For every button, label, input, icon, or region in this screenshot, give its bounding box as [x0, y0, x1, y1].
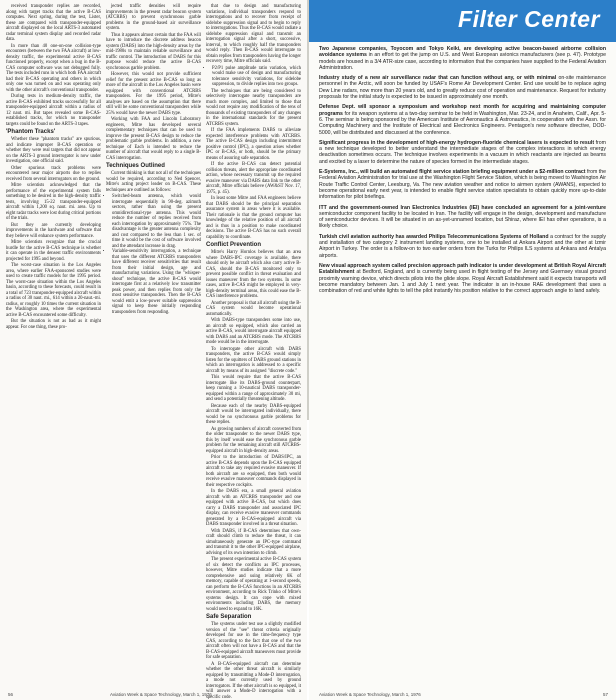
item-body: for its weapon systems at a two-day seminar to be held in Washington, Mar. 23-24, and in Anaheim, Calif., Apr. 5-6. The seminar is being sponsored by the American Institute of Aeronautics & Astronautics, in cooperation with the Assn. for Computing Machinery and the Institute of Electrical and Electronics Engineers. Pentagon's new software directive, DOD-5000, will be distributed and discussed at the conference. — [319, 111, 606, 136]
paragraph: As growing numbers of aircraft converted from the older transponder to the newer DABS type, this by itself would ease the synchronous garble problem for the remaining aircraft still ATCRBS-equipped aircraft in high-density areas. — [206, 427, 301, 455]
filter-center-item — [319, 205, 606, 230]
item-body: from a new technique developed to better understand the intermediate stages of the complex interactions in which energy deactivation sometimes occurs. The technique involves experiments in a vacuum in which reactants are injected as beams and excited by a laser to determine the nature of species formed in the intermediate stages. — [319, 140, 606, 165]
paragraph: In least some Mitre and FAA engineers believe that DABS should be the principal separation assurance system in areas where it is available. Their rationale is that the ground computer has knowledge of the relative position of all aircraft and is thus in a position to make coordinated decisions. The active B-CAS has no such overall capability to coordinate. — [206, 196, 301, 240]
bullet-item: • P2/P1 pulse amplitude ratio variation, which would make use of design and manufacturing tolerance sensitivity variations, for sidelobe suppression, to divide replies into two groups. — [212, 66, 301, 88]
paragraph: received transponder replies are recorded, along with target tracks that the active B-CAS computes. Next spring, during the test, Lister, these are compared with transponder-equipped aircraft displayed on the local ARTS-3 automated radar terminal system display and recorded radar data. — [6, 4, 101, 43]
paragraph: The systems under test use a slightly modified version of the "see" threat criteria originally developed for use in the time-frequency type CAS, according to the fact that one of the two aircraft often will not have a B-CAS and that the B-CAS-equipped aircraft maneuvers must provide for safe separation. — [206, 622, 301, 661]
paragraph: Thus it appears almost certain that the FAA will have to introduce the discrete address beacon system (DABS) into the high-density areas by the mid-1980s to maintain reliable surveillance and traffic control. The introduction of DABS for this purpose would reduce the active B-CAS synchronous garble problem. — [106, 33, 201, 72]
paragraph: During tests in medium-density traffic, the active B-CAS exhibited tracks successfully for all transponder-equipped aircraft within a radius of 12 naut. mi. But tapes revealed some B-CAS-established tracks, for which no transponder targets could be found on the ARTS-3 tapes. — [6, 94, 101, 127]
item-lead: ITT and the government-owned Iran Electronics Industries (IEI) have concluded an agreement for a joint-venture — [319, 205, 606, 211]
filter-center-item — [319, 75, 606, 100]
paragraph: To interrogate other aircraft with DABS transponders, the active B-CAS would simply listen for the squitters of DABS ground stations in which an interrogation is addressed to a specific aircraft by means of its assigned "discrete code." — [206, 347, 301, 375]
right-page-number: 57 — [603, 692, 608, 697]
paragraph: Because each of the nearby DABS-equipped aircraft would be interrogated individually, there would be no synchronous garble problems for these replies. — [206, 404, 301, 426]
paragraph: Other spurious track problems were encountered near major airports due to replies received from several interrogators on the ground. — [6, 166, 101, 183]
bullet-item: • Switched-beam antenna, which would interrogate sequentially in 90-deg. azimuth sectors, rather than using the present omnidirectional-type antenna. This would reduce the number of replies received from each interrogation by approximately 75%. The disadvantage is the greater antenna complexity and cost compared to the less than 1 sec. of time it would be the cost of software involved and the attendant increase in drag. — [112, 194, 201, 249]
filter-center-item — [319, 46, 606, 71]
item-lead: Turkish civil aviation authority has awarded Philips Telecommunications Systems of Holland — [319, 234, 549, 240]
item-body: semiconductor component facility to be located in Iran. The facility will engage in the design, development and manufacture of semiconductor devices. It will be situated in an as-yet-unnamed location, but Shiraz, where IEI has other operations, is a likely choice. — [319, 211, 606, 230]
section-heading: Safe Separation — [206, 614, 301, 621]
paragraph: In the DABS era, a small general aviation aircraft with an ATCRBS transponder and one equipped with active B-CAS, but which does carry a DABS transponder and associated IPC display, can receive evasive maneuver commands generated by a B-CAS-equipped aircraft via DABS transponder involved in a threat situation. — [206, 489, 301, 528]
item-body: from the Federal Aviation Administration for trial use at the Washington Flight Service Station, which is being moved to Washington Air Route Traffic Control Center, Leesburg, Va. The new aviation weather and notice to airmen system (AWANS), expected to become operational early next year, is intended to enable flight service station specialists to obtain quickly more up-to-date information for pilot briefings. — [319, 169, 606, 200]
left-column-3 — [206, 4, 301, 680]
paragraph: But the situation is not as bad as it might appear. For one thing, these pro- — [6, 319, 101, 330]
left-column-2 — [106, 4, 201, 680]
item-lead: E-Systems, Inc., will build an automated flight service station briefing equipment under a $2-million contract — [319, 169, 586, 175]
item-lead: New visual approach system called precision approach path indicator is under development at British Royal Aircraft Establishment — [319, 263, 606, 275]
item-lead: Two Japanese companies, Toyocom and Tokyo Keiki, are developing active beacon-based airborne collision avoidance systems — [319, 46, 606, 58]
filter-center-item — [319, 104, 606, 135]
paragraph: The worst-case situation is the Los Angeles area, where earlier FAA-sponsored studies were used to create traffic models for the 1995 period. The worst-case situation within the Los Angeles basin, according to these forecasts, could result in a total of 723 transponder-equipped aircraft within a radius of 30 naut. mi., 614 within a 20-naut.-mi. radius, or roughly 10 times the current situation in the Washington area, where the experimental active B-CAS encountered some difficulty. — [6, 263, 101, 318]
paragraph: If the active B-CAS can detect potential collision threats, alert the appropriate coordinated action, whose necessary transmit up the required evasive maneuver via DABS data link to the other aircraft, Mitre officials believe (AW&ST Nov. 17, 1975, p. 45). — [206, 162, 301, 195]
item-body: at Bedford, England, and is currently being used in flight testing of the Jersey and Guernsey visual ground proximity warning device, which directs pilots into the glide slope. Royal Aircraft Establishment said it expects transports will become mandatory between Jan. 1 and July 1 next year. The indicator is an in-house RAE development that uses a combination of red and white lights to tell the pilot instantly his position relative to the correct approach angle to land safely. — [319, 269, 606, 294]
paragraph: The present experimental active B-CAS system of six detect the conflicts as IPC processes, however, Mitre studies indicate that a more comprehensive and using relatively 6K of memory, capable of operating at 1-second speeds, can perform the B-CAS functions in an ATCRBS environment, according to Rick Trinko of Mitre's systems design. It can cope with mixed environments including DABS, the memory would need to expand to 16K. — [206, 557, 301, 612]
paragraph: jected traffic densities will require improvements in the present radar beacon system (ATCRBS) to prevent synchronous garble problems in the ground-based air surveillance system. — [106, 4, 201, 32]
paragraph: Another proposal is that all aircraft using the B-CAS system would become operational automatically. — [206, 301, 301, 318]
left-page-number: 56 — [8, 692, 13, 697]
item-lead: Industry study of a new air surveillance radar that can function without any, or with minimal — [319, 75, 556, 81]
filter-center-item — [319, 234, 606, 259]
filter-center-item — [319, 140, 606, 165]
right-page — [309, 0, 616, 700]
left-page-publication: Aviation Week & Space Technology, March 1, 1976 — [110, 692, 212, 697]
left-page — [0, 0, 307, 700]
bullet-list — [206, 66, 301, 88]
item-lead: Defense Dept. will sponsor a symposium and workshop next month for acquiring and maintaining computer programs — [319, 104, 606, 116]
paragraph: Prior to the introduction of DABS/IPC, an active B-CAS depends upon the B-CAS equipped aircraft to take any required evasive maneuver. If both aircraft are so equipped, then both would receive evasive maneuver commands displayed in their respective cockpits. — [206, 455, 301, 488]
item-body: in an effort to get the jump on U.S. and West European avionics manufacturers (see p. 47). Prototype models are housed in a 3/4 ATR-size case, according to information that the companies have supplied to the Federal Aviation Administration. — [319, 52, 606, 71]
paragraph: However, this would not provide sufficient relief for the present active B-CAS so long as more of the aircraft in the Los Angeles basin were equipped with conventional ATCRBS transponders. For the 1995 period, Mitre's analyses are based on the assumption that there still will be some conventional transponders while 25% would have the newer DABS type. — [106, 72, 201, 116]
paragraph: Working with FAA and Lincoln Laboratory engineers, Mitre has developed several complementary techniques that can be used to improve the present B-CAS design to reduce the problematic garble problems. In addition, a new technique of Each is intended to reduce the number of aircraft that would reply to a single B-CAS interrogation. — [106, 117, 201, 161]
paragraph: With DABS-type transponders some into use, an aircraft so equipped, which also carried an active B-CAS, would interrogate aircraft equipped with DABS and an ATCRBS mode. The ATCRBS mode would be in the interrogate. — [206, 318, 301, 346]
filter-center-item — [319, 169, 606, 200]
item-body: on-site maintenance personnel in the Arctic, will soon be funded by USAF's Rome Air Development Center. End use would be to replace aging Dew Line radars, now more than 20 years old, and to greatly reduce cost of operation and maintenance. Request for industry proposals for the initial study is expected to be issued in approximately one month. — [319, 75, 606, 100]
right-page-publication: Aviation Week & Space Technology, March 1, 1976 — [319, 692, 421, 697]
paragraph: With DABS, if B-CAS determines that own-craft should climb to reduce the threat, it can simultaneously generate an IPC-type command and transmit it to the other IPC-equipped airplane, advising of its own intention to climb. — [206, 529, 301, 557]
bullet-item: • Variable-sensitivity interrogation, a technique that uses the different ATCRBS transponders have different receiver sensitivities that result from their initial design, age and manufacturing variations. Using the "whisper-shout" technique, the active B-CAS would interrogate first at a relatively low transmitter peak power, and then replies from only the most sensitive transponders. Then the B-CAS would emit a low-power suitable suppression signal to keep these initially responding transponders from responding. — [112, 249, 201, 315]
paragraph: The techniques that are being considered to selectively interrogate nearby transponders are much more complex, and limited to those that would not require any modification of the tens of thousands of existing transponders of any changes in the international standards for the present ATCRBS system. — [206, 89, 301, 128]
paragraph: If the FAA implements DABS to alleviate expected interference problems with ATCRBS. The active B-CAS design including intermittent positive control (IPC), a question arises whether IPC or B-CAS, or both, should be the primary means of assuring safe separation. — [206, 128, 301, 161]
item-lead: Significant progress in the development of high-energy hydrogen-fluoride chemical lasers is expected to result — [319, 140, 594, 146]
section-heading: Techniques Outlined — [106, 163, 201, 170]
paragraph: A B-CAS-equipped aircraft can determine whether the other threat aircraft is similarly equipped by transmitting a Mode-D interrogation, a mode not currently used by ground interrogators. If the other aircraft is so equipped, it will answer a Mode-D interrogation with a specific code. — [206, 662, 301, 700]
section-heading: Conflict Prevention — [206, 242, 301, 249]
paragraph: Mitre's Harry Hornlos believes that an area where DABS-IPC coverage is available, there should only be aircraft which also carry active B-CAS, should the B-CAS monitored only to prevent possible conflict in threat evaluation and issues maneuver from the two systems. In some cases, active B-CAS might be employed in very-high-density terminal areas, this could ease the B-CAS interference problems. — [206, 250, 301, 300]
filter-center-column — [319, 46, 606, 686]
paragraph: This would require that the active B-CAS interrogate like its DABS-ground counterpart, keep running a 10-nautical DABS transponder-equipped within a range of approximately 30 mi, and send a potentially threatening altitude. — [206, 375, 301, 403]
filter-center-banner — [309, 0, 616, 42]
paragraph: In more than 40 one-on-one collision-type encounters (between the two FAA aircraft) at low-density traffic, the experimental active B-CAS functioned properly, except when a bug in the B-CAS computer software was not debugged fully. The tests included runs in which both FAA aircraft had their B-CAS operating and others in which only one was turned on and was operating only with the other aircraft's conventional transponder. — [6, 44, 101, 94]
item-body: a contract for the supply and installation of two category 2 instrument landing systems, one to be installed at Ankara Airport and the other at Izmir Airport in Turkey. The order is a follow-on to two earlier orders from the Turks for Philips ILS systems at Ankara and Antalya airports. — [319, 234, 606, 259]
paragraph: Mitre scientists recognize that the crucial hurdle for the active B-CAS technique is whether it can operate in the densest traffic environments projected for 1995 and beyond. — [6, 240, 101, 262]
paragraph: that due to design and manufacturing variations, individual transponders respond to interrogations and to recover from receipt of sidelobe suppression signal and to begin to reply to interrogations. Thus the B-CAS would radiate a sidelobe suppression signal and transmit an interrogation signal after a short, successive, interval, to which roughly half the transponders would reply. Then B-CAS would interrogate to obtain replies from transponders having the longer recovery time, Mitre officials said. — [206, 4, 301, 65]
banner-title: Filter Center — [458, 6, 600, 33]
paragraph: But they are currently developing improvements in the hardware and software that they believe will enhance system performance. — [6, 223, 101, 240]
left-column-1 — [6, 4, 101, 680]
paragraph: Mitre scientists acknowledged that the performance of the experimental system falls something to be desired in the high-density traffic tests, involving 15-22 transponder-equipped aircraft within 1,200 sq. naut. mi. area. Up to eight radar tracks were lost during critical portions of the trials. — [6, 183, 101, 222]
bullet-list — [106, 194, 201, 315]
paragraph: Whether these "phantom tracks" are spurious, and indicate improper B-CAS operation or whether they were real targets that did not appear on the ARTS-3 ground interrogator is now under investigation, one official said. — [6, 137, 101, 165]
section-heading: 'Phantom Tracks' — [6, 129, 101, 136]
paragraph: Current thinking is that not all of the techniques would be required, according to Ned Spencer, Mitre's acting project leader on B-CAS. These techniques are outlined as follows: — [106, 171, 201, 193]
filter-center-item — [319, 263, 606, 294]
